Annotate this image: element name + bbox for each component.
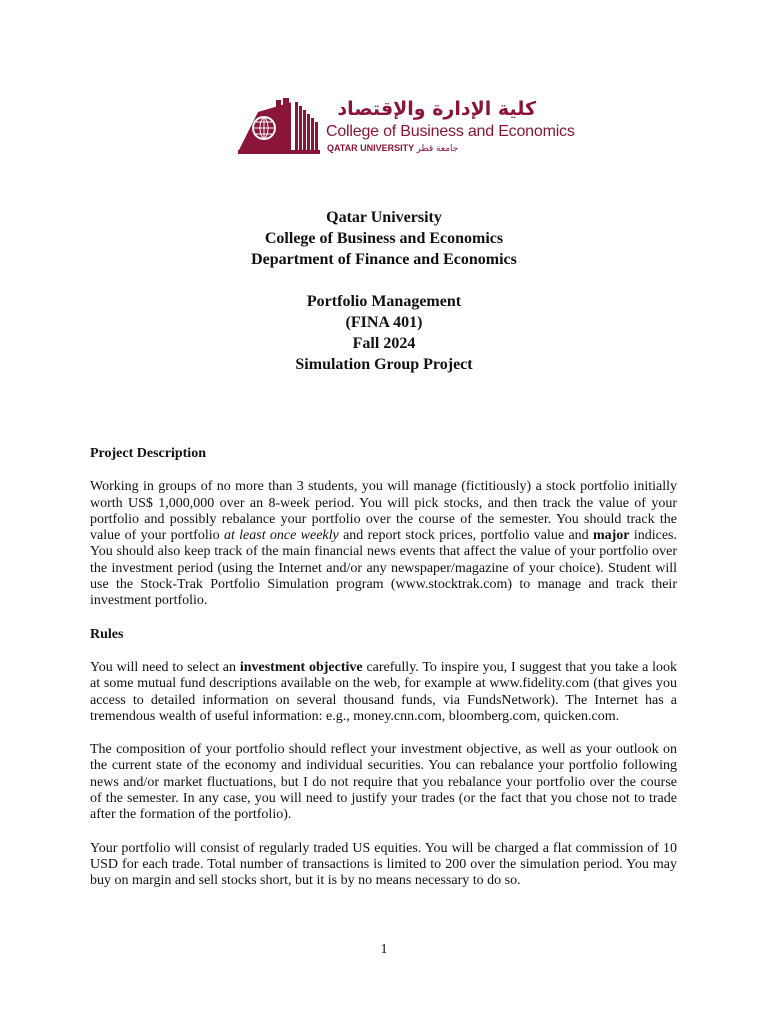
course-title: Portfolio Management — [306, 293, 462, 310]
document-body — [90, 446, 677, 907]
section-heading-description: Project Description — [90, 446, 206, 461]
university-name: Qatar University — [326, 209, 442, 226]
page-number: 1 — [380, 942, 388, 957]
logo-university-line — [327, 143, 458, 155]
institution-header — [90, 207, 678, 270]
rules-paragraph-3: Your portfolio will consist of regularly traded US equities. You will be charged a flat commission of 10 USD for each trade. Total number of transactions is limited to 200 over the simulation period. You may buy on margin and sell stocks short, but it is by no means necessary to do so. — [90, 840, 677, 889]
logo-english-name: College of Business and Economics — [326, 123, 575, 140]
description-paragraph: Working in groups of no more than 3 students, you will manage (fictitiously) a stock portfolio initially worth US$ 1,000,000 over an 8-week period. You will pick stocks, and then track the value of your portfolio and possibly rebalance your portfolio over the course of the semester. You should track the value of your portfolio at least once weekly and report stock prices, portfolio value and major indices. You should also keep track of the main financial news events that affect the value of your portfolio over the investment period (using the Internet and/or any newspaper/magazine of your choice). Student will use the Stock-Trak Portfolio Simulation program (www.stocktrak.com) to manage and track their investment portfolio. — [90, 479, 678, 609]
term: Fall 2024 — [352, 335, 416, 352]
department-name: Department of Finance and Economics — [251, 251, 517, 268]
course-code: (FINA 401) — [345, 314, 423, 331]
college-logo — [238, 98, 575, 158]
section-heading-rules: Rules — [90, 626, 124, 642]
logo-university-en: QATAR UNIVERSITY — [327, 143, 415, 153]
rules-paragraph-1: You will need to select an investment objective carefully. To inspire you, I suggest that you take a look at some mutual fund descriptions available on the web, for example at www.fidelity.com (that gives you access to detailed information on several thousand funds, via FundsNetwork). The Internet has a tremendous wealth of useful information: e.g., money.cnn.com, bloomberg.com, quicken.com. — [90, 659, 678, 724]
project-title: Simulation Group Project — [295, 356, 473, 373]
logo-university-ar: جامعة قطر — [416, 144, 459, 154]
course-header — [90, 291, 678, 375]
rules-paragraph-2: The composition of your portfolio should reflect your investment objective, as well as your outlook on the current state of the economy and individual securities. You can rebalance your portfolio following news and/or market fluctuations, but I do not require that you rebalance your portfolio over the course of the semester. In any case, you will need to justify your trades (or the fact that you chose not to trade after the formation of the portfolio). — [90, 742, 677, 823]
college-emblem-icon — [238, 98, 324, 158]
college-name: College of Business and Economics — [264, 230, 504, 247]
logo-arabic-name: كلية الإدارة والإقتصاد — [337, 98, 536, 120]
